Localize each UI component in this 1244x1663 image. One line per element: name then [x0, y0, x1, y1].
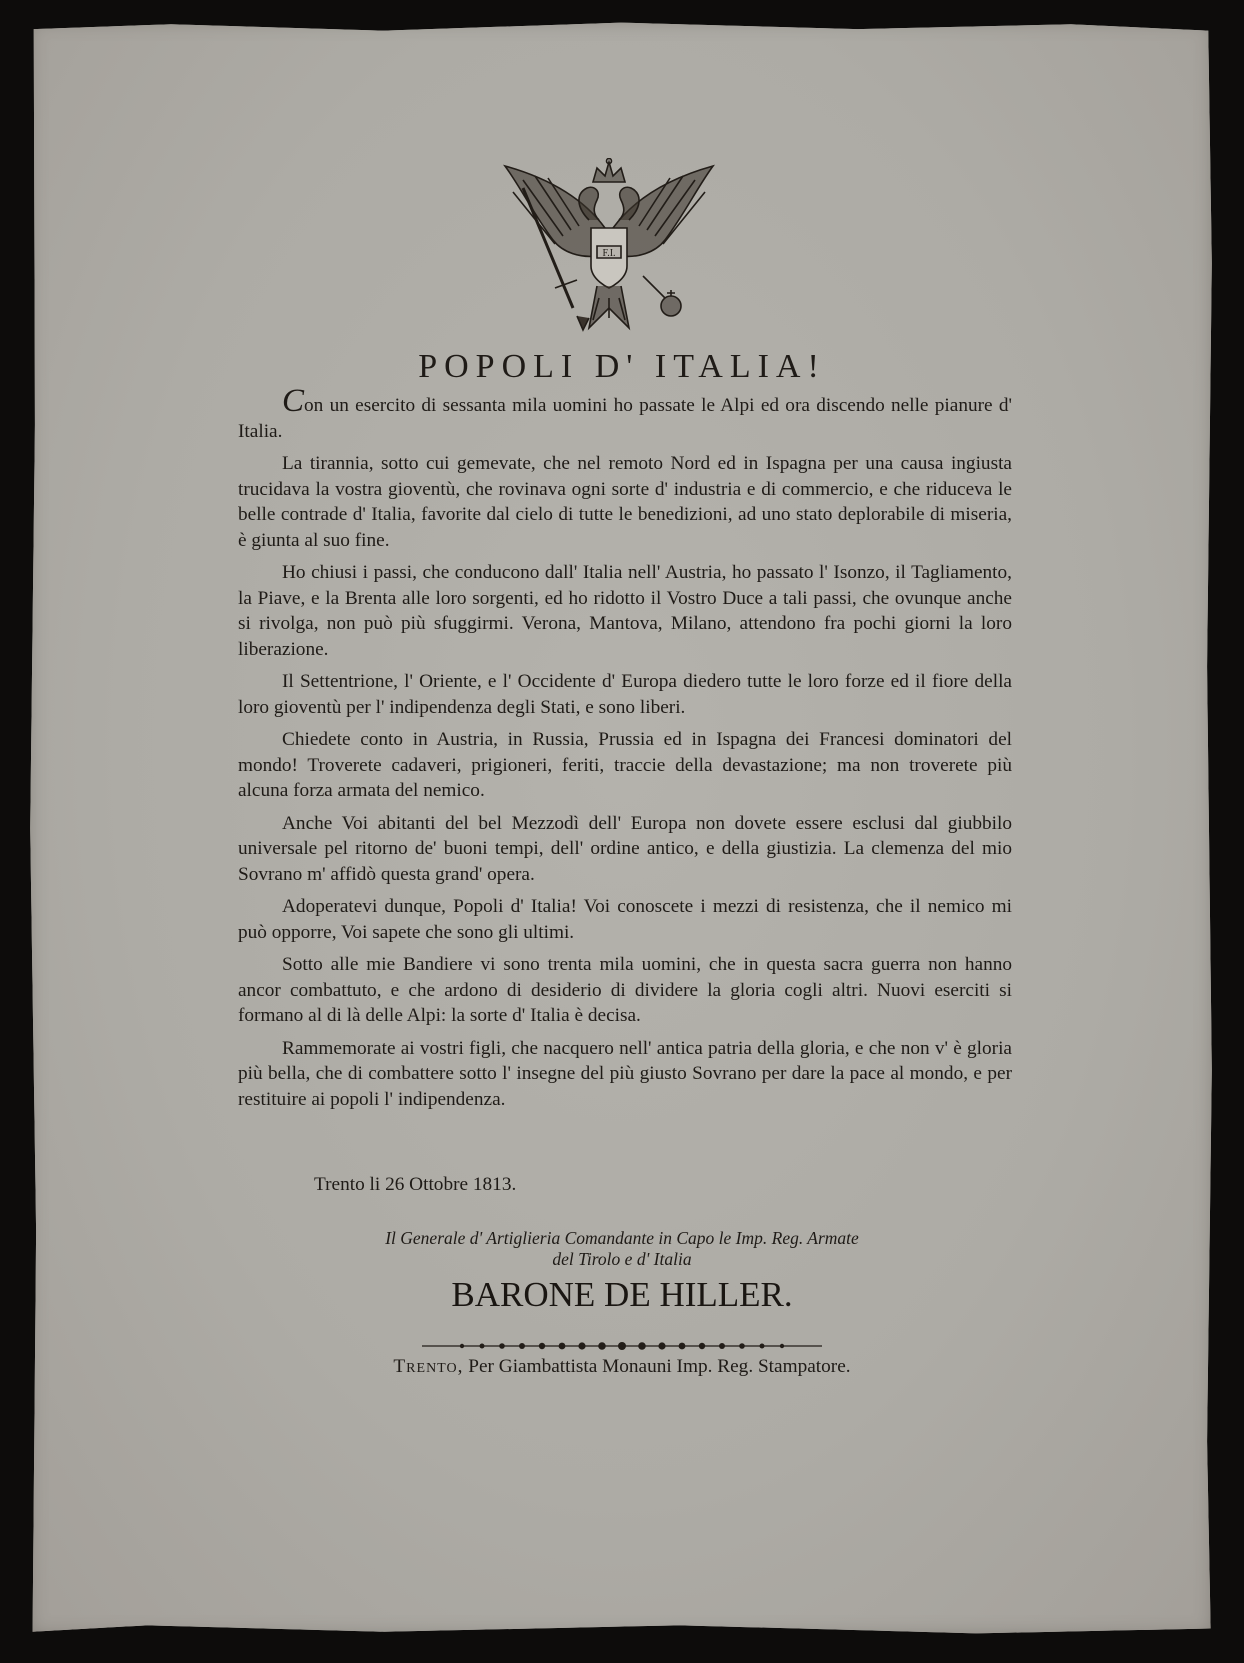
- paragraph: Sotto alle mie Bandiere vi sono trenta mila uomini, che in questa sacra guerra non hanno ancor combattuto, e che ardono di desiderio di dividere la gloria cogli altri. Nuovi eserciti si formano al di là delle Alpi: la sorte d' Italia è decisa.: [238, 954, 1012, 1026]
- imprint-text: Per Giambattista Monauni Imp. Reg. Stampatore.: [468, 1356, 851, 1377]
- paragraph: [238, 383, 1012, 444]
- paragraph-text: on un esercito di sessanta mila uomini ho passate le Alpi ed ora discendo nelle pianure d' Italia.: [238, 395, 1012, 442]
- double-headed-eagle-emblem: [493, 158, 725, 348]
- signer-name: BARONE DE HILLER.: [451, 1275, 793, 1314]
- proclamation-body: [238, 383, 1012, 1119]
- paragraph: Chiedete conto in Austria, in Russia, Prussia ed in Ispagna dei Francesi dominatori del mondo! Troverete cadaveri, prigioneri, feriti, traccie della devastazione; ma non troverete più alcuna forza armata del nemico.: [238, 729, 1012, 801]
- paragraph: Il Settentrione, l' Oriente, e l' Occidente d' Europa diedero tutte le loro forze ed il fiore della loro gioventù per l' indipendenza degli Stati, e sono liberi.: [238, 671, 1012, 718]
- paragraph: Adoperatevi dunque, Popoli d' Italia! Voi conoscete i mezzi di resistenza, che il nemico mi può opporre, Voi sapete che sono gli ultimi.: [238, 896, 1012, 943]
- paragraph: Rammemorate ai vostri figli, che nacquero nell' antica patria della gloria, e che non v' è gloria più bella, che di combattere sotto l' insegne del più giusto Sovrano per dare la pace al mondo, e per restituire ai popoli l' indipendenza.: [238, 1037, 1012, 1110]
- printer-imprint: [300, 1356, 944, 1378]
- drop-cap-letter: C: [282, 383, 305, 419]
- imprint-city: Trento,: [393, 1356, 464, 1377]
- emblem-monogram: F.I.: [602, 248, 616, 259]
- ornamental-rule: [422, 1339, 822, 1353]
- proclamation-title: POPOLI D' ITALIA!: [418, 348, 826, 385]
- date-line: Trento li 26 Ottobre 1813.: [314, 1174, 517, 1195]
- paragraph: Anche Voi abitanti del bel Mezzodì dell' Europa non dovete essere esclusi dal giubbilo universale pel ritorno de' buoni tempi, dell' ordine antico, e della giustizia. La clemenza del mio Sovrano m' affidò questa grand' opera.: [238, 812, 1012, 885]
- paragraph: La tirannia, sotto cui gemevate, che nel remoto Nord ed in Ispagna per una causa ingiusta trucidava la vostra gioventù, che rovinava ogni sorte d' industria e di commercio, e che riduceva le belle contrade d' Italia, favorite dal cielo di tutte le benedizioni, ad uno stato deplorabile di miseria, è giunta al suo fine.: [238, 453, 1012, 551]
- paragraph: Ho chiusi i passi, che conducono dall' Italia nell' Austria, ho passato l' Isonzo, il Tagliamento, la Piave, e la Brenta alle loro sorgenti, ed ho ridotto il Vostro Duce a tali passi, che ovunque anche si rivolga, non può più sfuggirmi. Verona, Mantova, Milano, attendono fra pochi giorni la loro liberazione.: [238, 562, 1012, 660]
- signer-title-line: del Tirolo e d' Italia: [552, 1249, 692, 1269]
- signer-title-line: Il Generale d' Artiglieria Comandante in Capo le Imp. Reg. Armate: [385, 1228, 859, 1248]
